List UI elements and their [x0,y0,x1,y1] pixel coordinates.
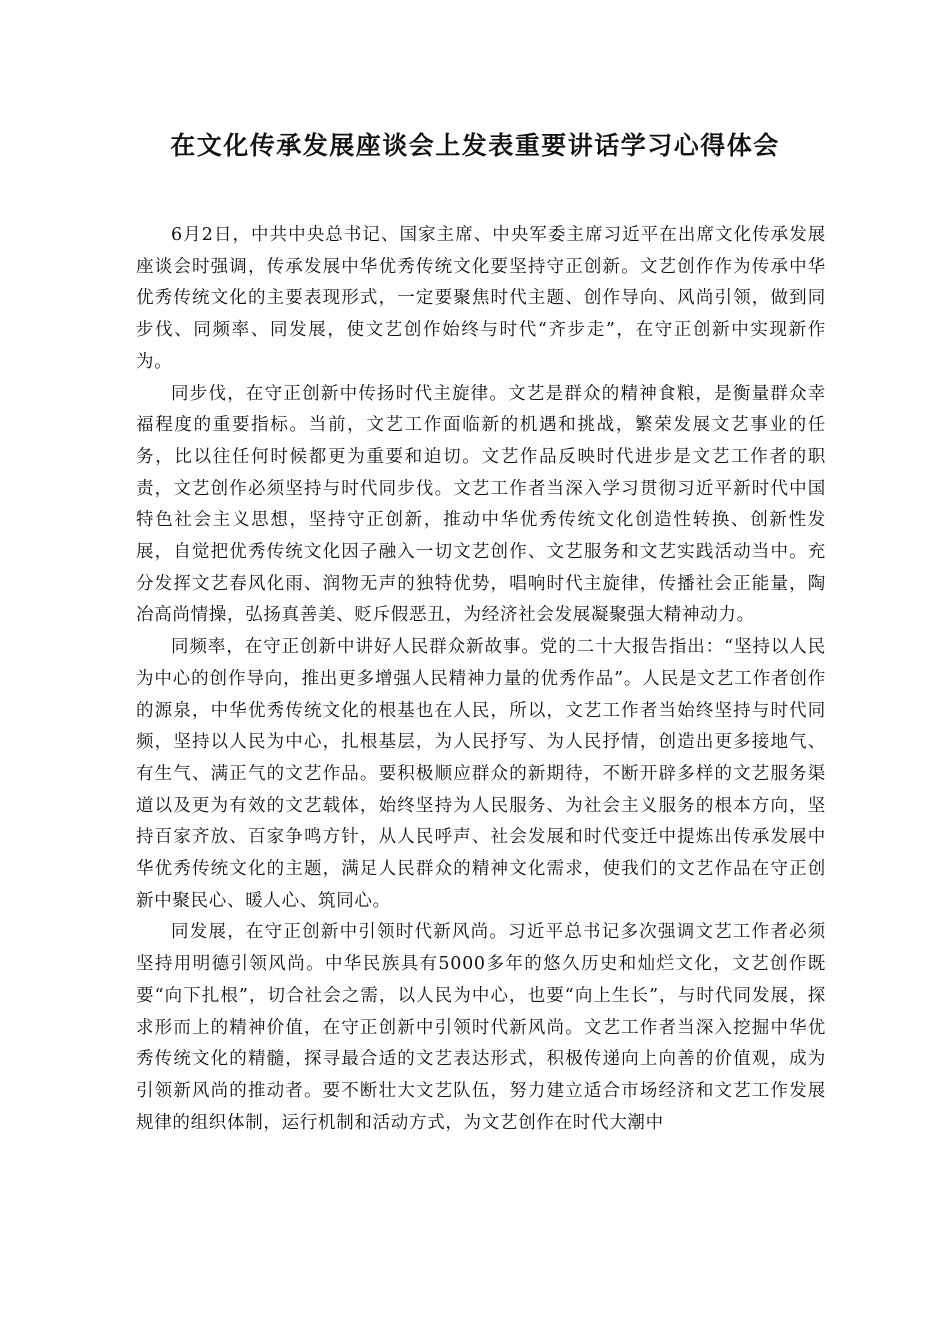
paragraph-same-development: 同发展，在守正创新中引领时代新风尚。习近平总书记多次强调文艺工作者必须坚持用明德引领风尚。中华民族具有5000多年的悠久历史和灿烂文化，文艺创作既要“向下扎根”，切合社会之需，以人民为中心，也要“向上生长”，与时代同发展，探求形而上的精神价值，在守正创新中引领时代新风尚。文艺工作者当深入挖掘中华优秀传统文化的精髓，探寻最合适的文艺表达形式，积极传递向上向善的价值观，成为引领新风尚的推动者。要不断壮大文艺队伍，努力建立适合市场经济和文艺工作发展规律的组织体制，运行机制和活动方式，为文艺创作在时代大潮中 [136,922,826,1133]
paragraph-same-frequency: 同频率，在守正创新中讲好人民群众新故事。党的二十大报告指出：“坚持以人民为中心的创作导向，推出更多增强人民精神力量的优秀作品”。人民是文艺工作者创作的源泉，中华优秀传统文化的根基也在人民，所以，文艺工作者当始终坚持与时代同频，坚持以人民为中心，扎根基层，为人民抒写、为人民抒情，创造出更多接地气、有生气、满正气的文艺作品。要积极顺应群众的新期待，不断开辟多样的文艺服务渠道以及更为有效的文艺载体，始终坚持为人民服务、为社会主义服务的根本方向，坚持百家齐放、百家争鸣方针，从人民呼声、社会发展和时代变迁中提炼出传承发展中华优秀传统文化的主题，满足人民群众的精神文化需求，使我们的文艺作品在守正创新中聚民心、暖人心、筑同心。 [136,637,826,911]
document-title: 在文化传承发展座谈会上发表重要讲话学习心得体会 [170,131,780,160]
paragraph-same-pace: 同步伐，在守正创新中传扬时代主旋律。文艺是群众的精神食粮，是衡量群众幸福程度的重要指标。当前，文艺工作面临新的机遇和挑战，繁荣发展文艺事业的任务，比以往任何时候都更为重要和迫切。文艺作品反映时代进步是文艺工作者的职责，文艺创作必须坚持与时代同步伐。文艺工作者当深入学习贯彻习近平新时代中国特色社会主义思想，坚持守正创新，推动中华优秀传统文化创造性转换、创新性发展，自觉把优秀传统文化因子融入一切文艺创作、文艺服务和文艺实践活动当中。充分发挥文艺春风化雨、润物无声的独特优势，唱响时代主旋律，传播社会正能量，陶冶高尚情操，弘扬真善美、贬斥假恶丑，为经济社会发展凝聚强大精神动力。 [136,383,826,626]
document-body [136,220,826,1139]
paragraph-intro: 6月2日，中共中央总书记、国家主席、中央军委主席习近平在出席文化传承发展座谈会时强调，传承发展中华优秀传统文化要坚持守正创新。文艺创作作为传承中华优秀传统文化的主要表现形式，一定要聚焦时代主题、创作导向、风尚引领，做到同步伐、同频率、同发展，使文艺创作始终与时代“齐步走”，在守正创新中实现新作为。 [136,225,826,372]
